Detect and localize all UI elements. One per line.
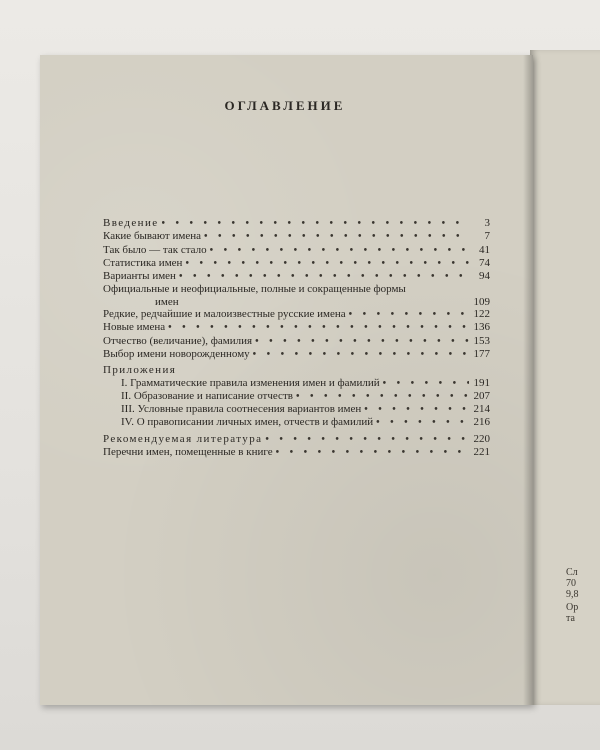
leader-dots <box>276 447 469 459</box>
appendix-heading: Приложения <box>103 364 177 377</box>
toc-entry: Отчество (величание), фамилия • • • 153 <box>103 335 490 348</box>
toc-entry: II. Образование и написание отчеств • • • 207 <box>103 390 490 403</box>
leader-dots <box>383 378 469 390</box>
leader-dots <box>210 245 469 257</box>
toc-entry: Статистика имен • • • 74 <box>103 257 490 270</box>
toc-entry: Официальные и неофициальные, полные и сокращенные формы имен 109 <box>103 283 490 308</box>
toc-entry: Введение • • • 3 <box>103 217 490 230</box>
leader-dots <box>253 349 469 361</box>
leader-dots <box>255 336 469 348</box>
facing-page-text: Ор <box>566 602 579 613</box>
leader-dots <box>349 309 469 321</box>
spine-shadow <box>523 55 533 705</box>
facing-page <box>530 50 600 705</box>
toc-entry: Какие бывают имена • • • 7 <box>103 230 490 243</box>
leader-dots <box>162 218 469 230</box>
leader-dots <box>265 434 469 446</box>
facing-page-text: 70 <box>566 578 576 589</box>
leader-dots <box>168 322 469 334</box>
toc-entry: Варианты имен • • • 94 <box>103 270 490 283</box>
toc-entry: Новые имена • • • 136 <box>103 321 490 334</box>
toc-entry: Выбор имени новорожденному • • • 177 <box>103 348 490 361</box>
leader-dots <box>179 271 469 283</box>
facing-page-text: та <box>566 613 575 624</box>
toc-entry: Перечни имен, помещенные в книге • • • 221 <box>103 446 490 459</box>
toc-entry: Рекомендуемая литература • • • 220 <box>103 433 490 446</box>
toc-entry: IV. О правописании личных имен, отчеств и фамилий • • • 216 <box>103 416 490 429</box>
leader-dots <box>204 231 469 243</box>
toc-entry: Редкие, редчайшие и малоизвестные русские имена • • • 122 <box>103 308 490 321</box>
leader-dots <box>185 258 469 270</box>
facing-page-text: 9,8 <box>566 589 579 600</box>
toc-entry: I. Грамматические правила изменения имен и фамилий • • • 191 <box>103 377 490 390</box>
facing-page-text: Сл <box>566 567 578 578</box>
table-of-contents <box>103 217 490 459</box>
page-title: ОГЛАВЛЕНИЕ <box>224 98 346 113</box>
leader-dots <box>364 404 469 416</box>
leader-dots <box>296 391 469 403</box>
toc-entry: Так было — так стало • • • 41 <box>103 244 490 257</box>
leader-dots <box>376 417 469 429</box>
toc-entry: III. Условные правила соотнесения вариантов имен • • • 214 <box>103 403 490 416</box>
